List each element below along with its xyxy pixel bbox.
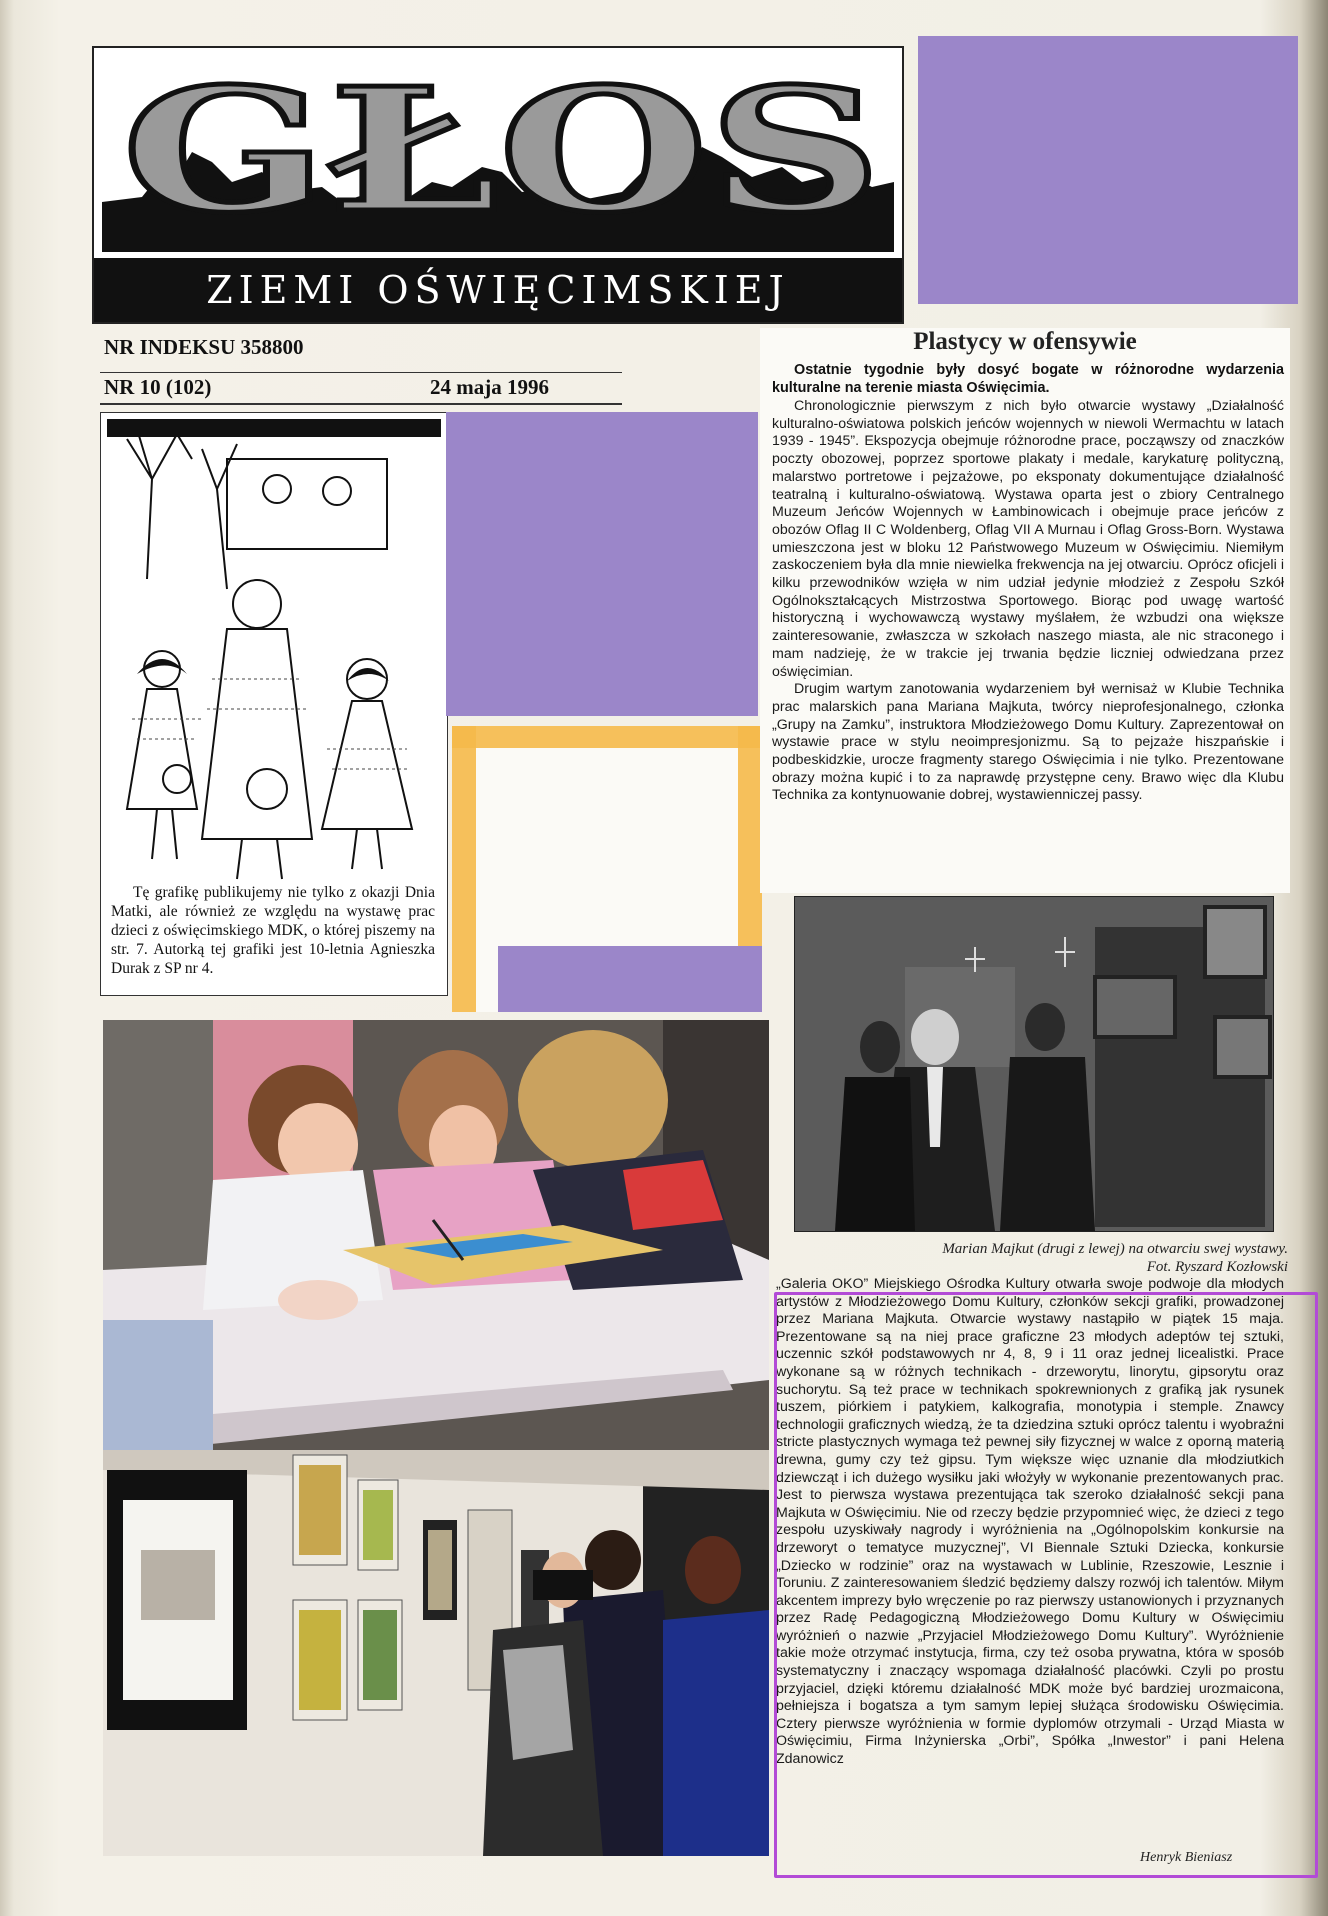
newspaper-masthead (92, 46, 904, 324)
article-lead: Ostatnie tygodnie były dosyć bogate w różnorodne wydarzenia kulturalne na terenie miasta Oświęcimia. (772, 362, 1284, 396)
article-title: Plastycy w ofensywie (913, 328, 1137, 355)
article-paragraph: Chronologicznie pierwszym z nich było otwarcie wystawy „Działalność kulturalno-oświatowa polskich jeńców wojennych w niewoli Wermachtu w latach 1939 - 1945”. Ekspozycja obejmuje różnorodne prace, począwszy od znaczków poczty obozowej, poprzez sportowe plakaty i medale, karykaturę polityczną, malarstwo portretowe i pejzażowe, po eksponaty dokumentujące działalność teatralną i kulturalno-oświatową. Wystawa oparta jest o zbiory Centralnego Muzeum Jeńców Wojennych w Łambinowicach i obejmuje prace jeńców z obozów Oflag II C Woldenberg, Oflag VII A Murnau i Oflag Gross-Born. Wystawa umieszczona jest w bloku 12 Państwowego Muzeum w Oświęcimiu. Niemiłym zaskoczeniem była dla mnie niewielka frekwencja na jej otwarciu. Oprócz oficjeli i kilku przewodników wzięła w nim udział jedynie młodzież z Zespołu Szkół Ogólnokształcących Mistrzostwa Sportowego. Biorąc pod uwagę wartość historyczną i wychowawczą wystawy myślałem, że wzbudzi ona większe zainteresowanie, zwłaszcza w szkołach naszego miasta, ale nic straconego i mam nadzieję, że w trakcie jej trwania będzie liczniej odwiedzana przez oświęcimian. (772, 398, 1284, 680)
highlight-frame (774, 1292, 1318, 1878)
masthead-title: GŁOS (122, 52, 882, 251)
article-plastycy (760, 328, 1290, 893)
article-paragraph: Drugim wartym zanotowania wydarzeniem był wernisaż w Klubie Technika prac malarskich pana Mariana Majkuta, twórcy nieprofesjonalnego, członka „Grupy na Zamku”, instruktora Młodzieżowego Domu Kultury. Zaprezentował on wystawie prace w stylu neoimpresjonizmu. Są to pejzaże hiszpańskie i podbeskidzkie, urocze fragmenty starego Oświęcimia i nie tylko. Prezentowane obrazy można kupić i to za naprawdę przystępne ceny. Brawo więc dla Klubu Technika za kontynuowanie dobrej, wystawienniczej passy. (772, 681, 1284, 804)
drawing-caption: Tę grafikę publikujemy nie tylko z okazji Dnia Matki, ale również ze względu na wystawę prac dzieci z oświęcimskiego MDK, o której piszemy na str. 7. Autorką tej grafiki jest 10-letnia Agnieszka Durak z SP nr 4. (111, 884, 435, 977)
purple-paper-middle (446, 412, 758, 716)
issue-number: NR 10 (102) (104, 375, 212, 399)
photo-credit: Fot. Ryszard Kozłowski (1146, 1259, 1288, 1275)
orange-tape-frame (452, 726, 762, 1012)
masthead-subtitle: ZIEMI OŚWIĘCIMSKIEJ (94, 258, 902, 322)
children-drawing (107, 419, 441, 889)
color-photo-children (103, 1020, 769, 1450)
purple-paper-top (918, 36, 1298, 304)
photo-caption (794, 1240, 1288, 1276)
article2-text: „Galeria OKO” Miejskiego Ośrodka Kultury otwarła swoje podwoje dla młodych artystów z Młodzieżowego Domu Kultury, członków sekcji grafiki, prowadzonej przez Mariana Majkuta. Otwarcie wystawy nastąpiło w piątek 15 maja. Prezentowane są na niej prace graficzne 23 młodych adeptów tej sztuki, uczennic szkół podstawowych nr 4, 8, 9 i 11 oraz jednej licealistki. Prace wykonane są w różnych technikach - drzeworytu, linorytu, gipsorytu oraz suchorytu. Są też prace w technikach spokrewnionych z grafiką jak rysunek tuszem, piórkiem i patykiem, kalkografia, monotypia i stemple. Znawcy technologii graficznych wiedzą, że ta dziedzina sztuki oprócz talentu i wyobraźni stricte plastycznych wymaga też pewnej siły fizycznej w walce z oporną materią drewna, gumy czy też gipsu. Tym większe więc uznanie dla młodziutkich dziewcząt i ich dużego wysiłku jaki włożyły w wykonanie prezentowanych prac. Jest to pierwsza wystawa prezentująca tak szeroko działalność sekcji pana Majkuta w Oświęcimiu. Nie od rzeczy będzie przypomnieć więc, że dzieci z tego zespołu uzyskiwały nagrody i wyróżnienia na „Ogólnopolskim konkursie na drzeworyt o tematyce muzycznej”, VI Biennale Sztuki Dziecka, konkursie „Dziecko w rodzinie” oraz na wystawach w Lublinie, Rzeszowie, Lesznie i Toruniu. Z zainteresowaniem śledzić będziemy dalszy rozwój ich talentów. Miłym akcentem imprezy było wręczenie po raz pierwszy ustanowionych i przyznanych przez Radę Pedagogiczną Młodzieżowego Domu Kultury w Oświęcimiu wyróżnień o nazwie „Przyjaciel Młodzieżowego Domu Kultury”. Wyróżnienie takie może otrzymać instytucja, firma, czy też osoba prywatna, która w sposób systematyczny i znaczący wspomaga działalność placówki. Czyli po prostu przyjaciel, dzięki któremu działalność MDK może być bardziej urozmaicona, pełniejsza i bogatsza a tym samym lepiej służąca środowisku Oświęcimia. Cztery pierwsze wyróżnienia w formie dyplomów otrzymali - Urząd Miasta w Oświęcimiu, Firma Inżynierska „Orbi”, Spółka „Inwestor” i pani Helena Zdanowicz (776, 1276, 1284, 1768)
drawing-clipping (100, 412, 448, 996)
article-body (772, 398, 1284, 805)
issue-row (100, 372, 622, 405)
photo-children-image (103, 1020, 769, 1450)
masthead-logo-graphic (102, 52, 894, 252)
article2-author: Henryk Bieniasz (1140, 1850, 1233, 1865)
photo-caption-text: Marian Majkut (drugi z lewej) na otwarciu swej wystawy. (942, 1241, 1288, 1257)
issue-date: 24 maja 1996 (430, 375, 549, 399)
bw-photo-image (795, 897, 1273, 1231)
bw-exhibition-photo (794, 896, 1274, 1232)
photo-gallery-image (103, 1450, 769, 1856)
color-photo-gallery (103, 1450, 769, 1856)
index-number: NR INDEKSU 358800 (104, 335, 304, 359)
